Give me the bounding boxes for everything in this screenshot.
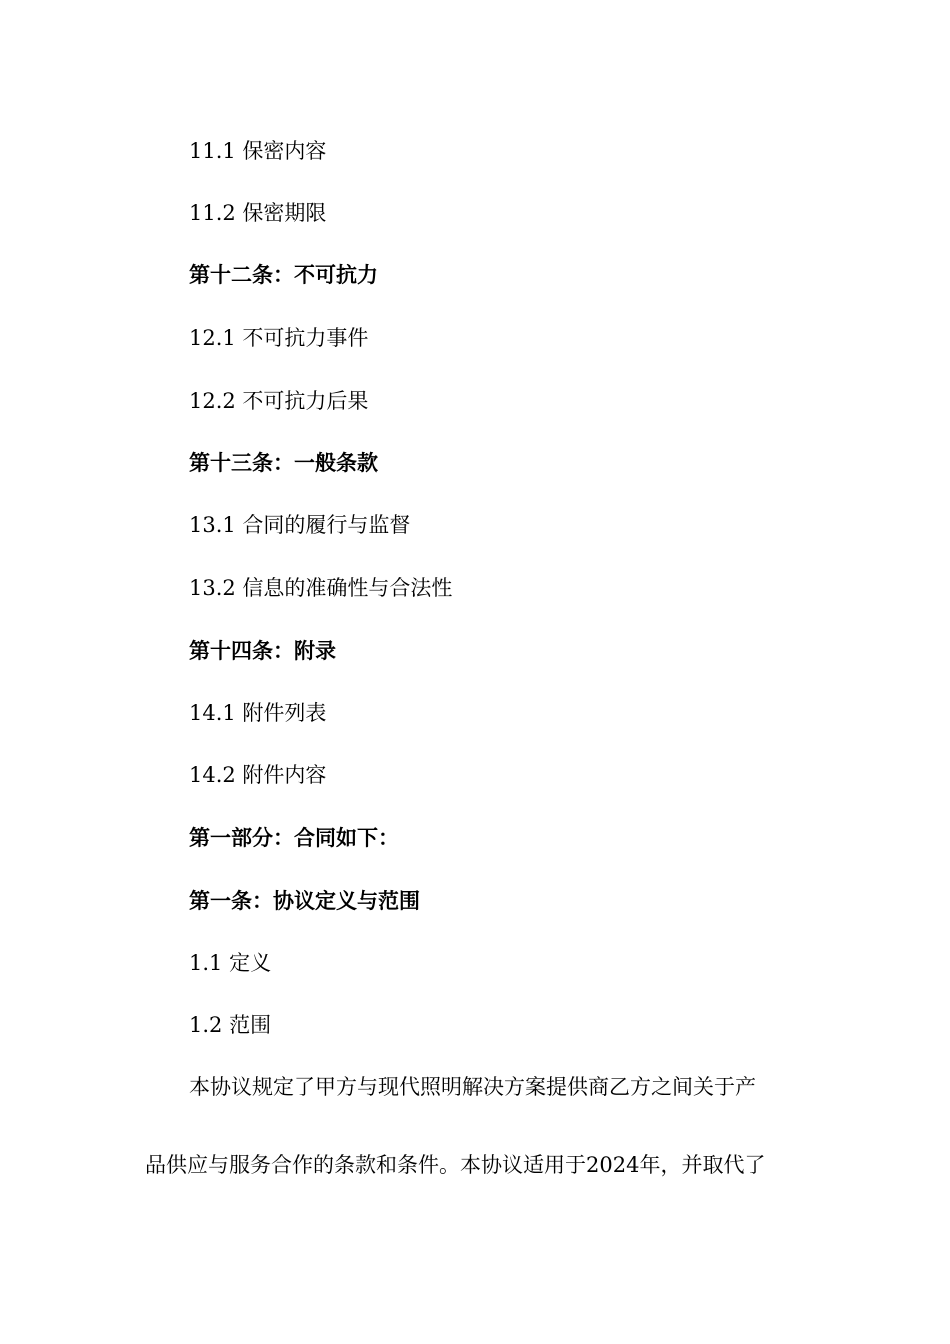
clause-14-2: 14.2 附件内容 bbox=[189, 763, 327, 787]
clause-12-2: 12.2 不可抗力后果 bbox=[189, 389, 369, 413]
clause-1-2: 1.2 范围 bbox=[189, 1013, 272, 1037]
part-1-heading: 第一部分：合同如下： bbox=[189, 825, 399, 850]
body-paragraph-line-2: 品供应与服务合作的条款和条件。本协议适用于2024年，并取代了 bbox=[145, 1153, 766, 1177]
clause-1-1: 1.1 定义 bbox=[189, 951, 272, 975]
clause-12-1: 12.1 不可抗力事件 bbox=[189, 326, 369, 350]
clause-13-1: 13.1 合同的履行与监督 bbox=[189, 513, 411, 537]
clause-13-2: 13.2 信息的准确性与合法性 bbox=[189, 576, 453, 600]
clause-11-2: 11.2 保密期限 bbox=[189, 201, 327, 225]
article-14-heading: 第十四条：附录 bbox=[189, 638, 336, 663]
clause-14-1: 14.1 附件列表 bbox=[189, 701, 327, 725]
article-13-heading: 第十三条：一般条款 bbox=[189, 450, 378, 475]
clause-11-1: 11.1 保密内容 bbox=[189, 139, 327, 163]
body-paragraph-line-1: 本协议规定了甲方与现代照明解决方案提供商乙方之间关于产 bbox=[189, 1075, 756, 1099]
article-1-heading: 第一条：协议定义与范围 bbox=[189, 888, 420, 913]
article-12-heading: 第十二条：不可抗力 bbox=[189, 262, 378, 287]
